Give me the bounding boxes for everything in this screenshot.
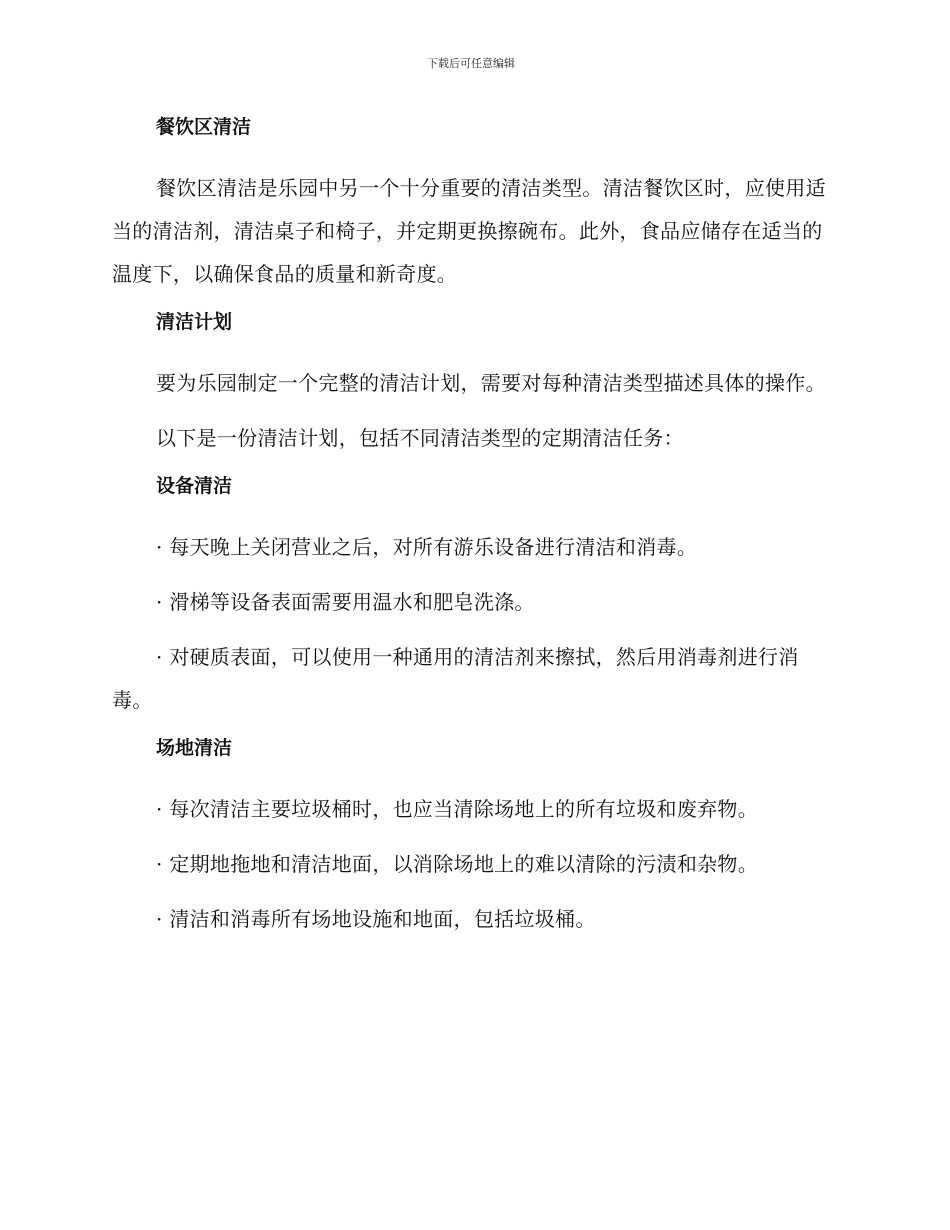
paragraph-plan-2: 以下是一份清洁计划，包括不同清洁类型的定期清洁任务： xyxy=(156,426,684,450)
paragraph-dining: 餐饮区清洁是乐园中另一个十分重要的清洁类型。清洁餐饮区时，应使用适当的清洁剂，清洁桌子和椅子，并定期更换擦碗布。此外，食品应储存在适当的温度下，以确保食品的质量和新奇度。 xyxy=(112,176,826,286)
list-item: · 定期地拖地和清洁地面，以消除场地上的难以清除的污渍和杂物。 xyxy=(156,852,759,876)
list-item: · 滑梯等设备表面需要用温水和肥皂洗涤。 xyxy=(156,590,535,614)
list-item: · 每次清洁主要垃圾桶时，也应当清除场地上的所有垃圾和废弃物。 xyxy=(156,797,759,821)
paragraph-plan-1: 要为乐园制定一个完整的清洁计划，需要对每种清洁类型描述具体的操作。 xyxy=(156,371,826,395)
list-item: · 清洁和消毒所有场地设施和地面，包括垃圾桶。 xyxy=(156,907,596,931)
page-header: 下载后可任意编辑 xyxy=(427,57,515,70)
section-heading-plan: 清洁计划 xyxy=(156,311,233,333)
section-heading-grounds: 场地清洁 xyxy=(156,737,233,759)
section-heading-equipment: 设备清洁 xyxy=(156,475,233,497)
list-item: · 每天晚上关闭营业之后，对所有游乐设备进行清洁和消毒。 xyxy=(156,535,698,559)
section-heading-dining: 餐饮区清洁 xyxy=(156,116,252,138)
list-item: · 对硬质表面，可以使用一种通用的清洁剂来擦拭，然后用消毒剂进行消毒。 xyxy=(112,645,799,712)
document-body xyxy=(112,113,830,941)
